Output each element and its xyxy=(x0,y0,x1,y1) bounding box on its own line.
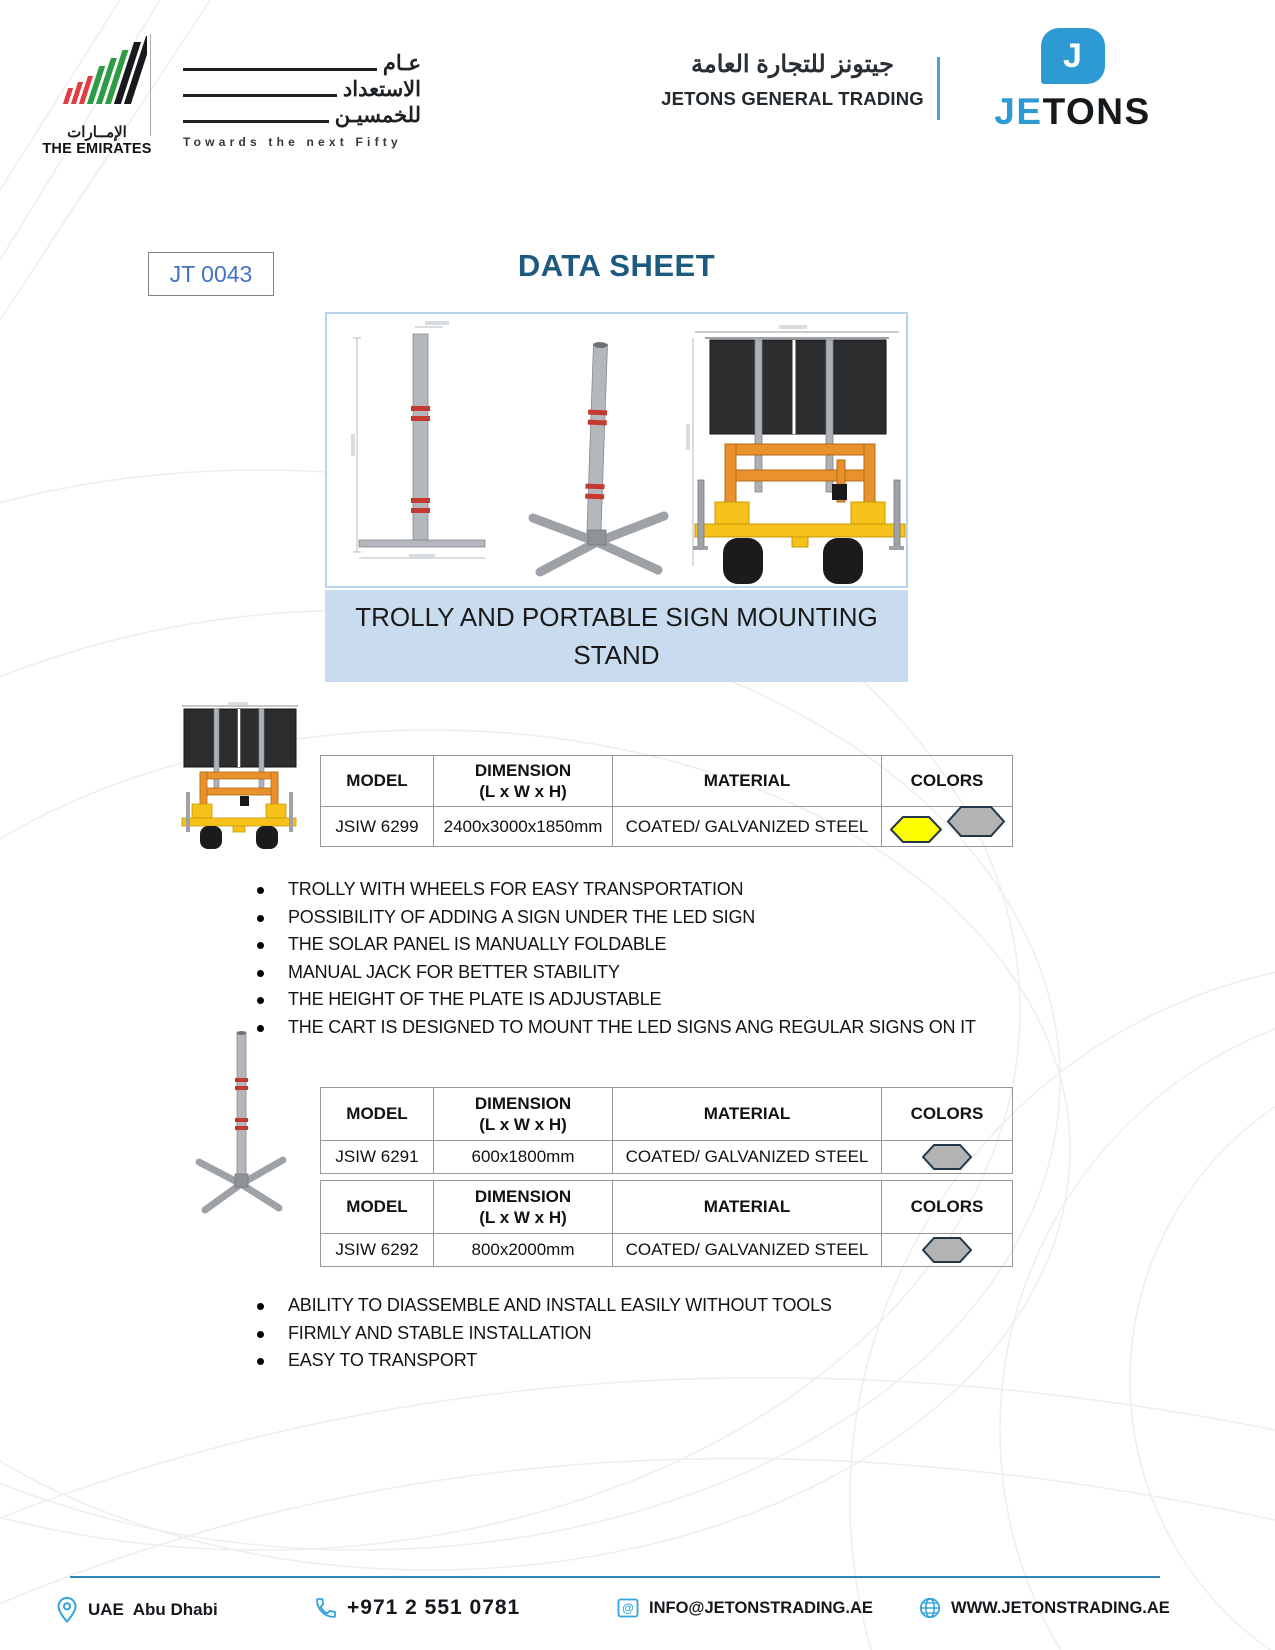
dimension-cell: 800x2000mm xyxy=(434,1234,613,1267)
dimension-header-line2: (L x W x H) xyxy=(479,782,567,801)
footer-divider xyxy=(70,1576,1160,1578)
jetons-wordmark xyxy=(955,93,1190,130)
col-header-model: MODEL xyxy=(321,1088,434,1141)
document-ref: JT 0043 xyxy=(169,260,253,287)
footer-email xyxy=(616,1596,873,1620)
header-divider xyxy=(150,34,151,136)
spec-table-trolley xyxy=(320,755,1013,847)
emirates-english-label: THE EMIRATES xyxy=(42,141,152,157)
footer-phone-text: +971 2 551 0781 xyxy=(347,1596,521,1619)
jetons-brand-logo xyxy=(955,28,1190,130)
col-header-colors: COLORS xyxy=(882,756,1013,807)
fifty-arabic-text: للخمسيـن xyxy=(334,104,421,127)
svg-text:@: @ xyxy=(622,1601,634,1615)
footer-website xyxy=(918,1596,1170,1620)
col-header-dimension xyxy=(434,756,613,807)
col-header-material: MATERIAL xyxy=(613,756,882,807)
list-item: THE CART IS DESIGNED TO MOUNT THE LED SIGNS ANG REGULAR SIGNS ON IT xyxy=(248,1014,1038,1042)
emirates-nation-brand-logo xyxy=(42,36,152,157)
colors-cell xyxy=(882,1141,1013,1174)
color-swatch-gray-icon xyxy=(922,1237,972,1263)
footer-email-text: INFO@JETONSTRADING.AE xyxy=(649,1598,873,1617)
col-header-dimension xyxy=(434,1181,613,1234)
fifty-arabic-line xyxy=(183,76,421,102)
col-header-colors: COLORS xyxy=(882,1088,1013,1141)
email-icon xyxy=(616,1596,640,1620)
trolley-thumbnail xyxy=(178,700,302,850)
towards-next-fifty-logo xyxy=(183,50,421,149)
emirates-arabic-label: الإمــارات xyxy=(67,124,127,141)
footer-website-text: WWW.JETONSTRADING.AE xyxy=(951,1598,1170,1617)
dimension-cell: 600x1800mm xyxy=(434,1141,613,1174)
header-blue-divider xyxy=(937,57,940,120)
wordmark-dark-part: TONS xyxy=(1042,91,1151,132)
fifty-arabic-line xyxy=(183,102,421,128)
col-header-colors: COLORS xyxy=(882,1181,1013,1234)
footer-location-text: UAE Abu Dhabi xyxy=(88,1600,218,1619)
fifty-tagline: Towards the next Fifty xyxy=(183,135,402,149)
col-header-material: MATERIAL xyxy=(613,1088,882,1141)
dimension-header-line1: DIMENSION xyxy=(474,1186,572,1206)
dimension-cell: 2400x3000x1850mm xyxy=(434,807,613,847)
model-cell: JSIW 6292 xyxy=(321,1234,434,1267)
stand-feature-list xyxy=(248,1292,1038,1375)
pole-iso-view xyxy=(533,342,664,572)
kashida-line xyxy=(183,68,377,71)
jetons-mark-letter: J xyxy=(1063,37,1082,75)
company-name-block xyxy=(655,50,930,110)
page-title: DATA SHEET xyxy=(517,248,716,283)
spec-table-stand-6291 xyxy=(320,1087,1013,1174)
model-cell: JSIW 6299 xyxy=(321,807,434,847)
company-english-name: JETONS GENERAL TRADING xyxy=(661,88,924,109)
fifty-arabic-text: عـام xyxy=(382,52,421,75)
spec-table-stand-6292 xyxy=(320,1180,1013,1267)
product-title-line2: STAND xyxy=(573,640,660,670)
material-cell: COATED/ GALVANIZED STEEL xyxy=(613,807,882,847)
kashida-line xyxy=(183,120,329,123)
dimension-header-line1: DIMENSION xyxy=(474,1093,572,1113)
table-row xyxy=(321,807,1013,847)
company-arabic-name: جيتونز للتجارة العامة xyxy=(690,51,895,78)
list-item: TROLLY WITH WHEELS FOR EASY TRANSPORTATION xyxy=(248,876,1038,904)
wordmark-blue-part: JE xyxy=(994,91,1043,132)
list-item: ABILITY TO DIASSEMBLE AND INSTALL EASILY WITHOUT TOOLS xyxy=(248,1292,1038,1320)
product-title-banner xyxy=(325,590,908,682)
product-title-line1: TROLLY AND PORTABLE SIGN MOUNTING xyxy=(355,602,878,632)
list-item: THE HEIGHT OF THE PLATE IS ADJUSTABLE xyxy=(248,986,1038,1014)
fifty-arabic-text: الاستعداد xyxy=(342,78,421,101)
phone-icon xyxy=(314,1596,338,1620)
col-header-model: MODEL xyxy=(321,1181,434,1234)
table-row xyxy=(321,1141,1013,1174)
emirates-stripes-icon xyxy=(47,36,147,116)
pole-thumbnail xyxy=(186,1026,296,1218)
list-item: MANUAL JACK FOR BETTER STABILITY xyxy=(248,959,1038,987)
color-swatch-yellow-icon xyxy=(890,816,942,843)
footer-phone xyxy=(314,1596,520,1620)
technical-drawing xyxy=(327,314,906,586)
trolley-drawing xyxy=(686,325,905,584)
table-row xyxy=(321,1234,1013,1267)
dimension-header-line2: (L x W x H) xyxy=(479,1208,567,1227)
material-cell: COATED/ GALVANIZED STEEL xyxy=(613,1234,882,1267)
model-cell: JSIW 6291 xyxy=(321,1141,434,1174)
list-item: EASY TO TRANSPORT xyxy=(248,1347,1038,1375)
jetons-logo-mark-icon xyxy=(1041,28,1105,84)
col-header-dimension xyxy=(434,1088,613,1141)
fifty-arabic-line xyxy=(183,50,421,76)
col-header-model: MODEL xyxy=(321,756,434,807)
document-ref-box xyxy=(148,252,274,296)
colors-cell xyxy=(882,1234,1013,1267)
trolley-feature-list xyxy=(248,876,1038,1041)
list-item: THE SOLAR PANEL IS MANUALLY FOLDABLE xyxy=(248,931,1038,959)
footer-location xyxy=(55,1596,218,1624)
col-header-material: MATERIAL xyxy=(613,1181,882,1234)
color-swatch-gray-icon xyxy=(947,806,1005,837)
color-swatch-gray-icon xyxy=(922,1144,972,1170)
dimension-header-line1: DIMENSION xyxy=(474,760,572,780)
location-pin-icon xyxy=(55,1596,79,1624)
list-item: FIRMLY AND STABLE INSTALLATION xyxy=(248,1320,1038,1348)
list-item: POSSIBILITY OF ADDING A SIGN UNDER THE LED SIGN xyxy=(248,904,1038,932)
globe-icon xyxy=(918,1596,942,1620)
technical-drawing-panel xyxy=(325,312,908,588)
material-cell: COATED/ GALVANIZED STEEL xyxy=(613,1141,882,1174)
dimension-header-line2: (L x W x H) xyxy=(479,1115,567,1134)
colors-cell xyxy=(882,807,1013,847)
pole-front-view xyxy=(351,321,485,558)
kashida-line xyxy=(183,94,337,97)
